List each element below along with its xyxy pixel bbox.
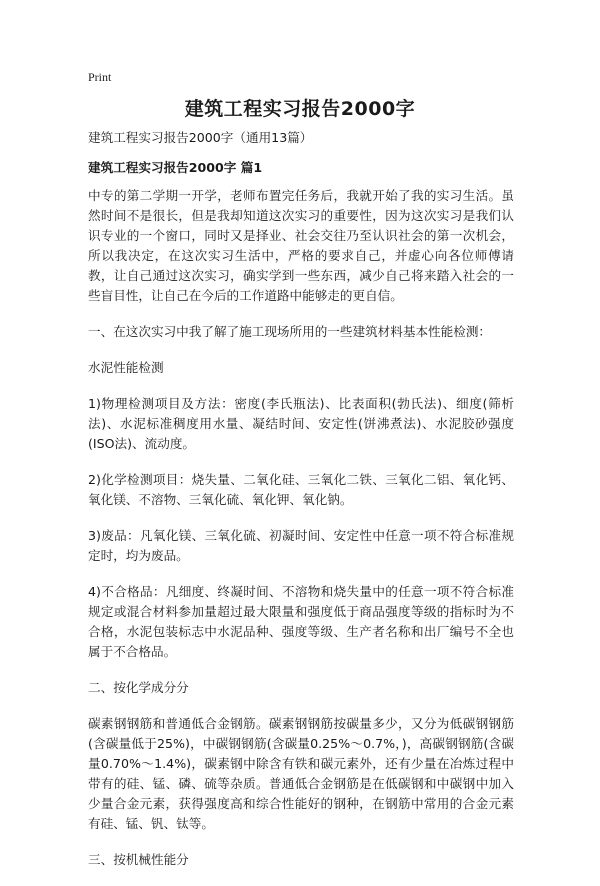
paragraph-item-1: 1)物理检测项目及方法：密度(李氏瓶法)、比表面积(勃氏法)、细度(筛析法)、水泥标准稠度用水量、凝结时间、安定性(饼沸煮法)、水泥胶砂强度(ISO法)、流动度。 [88, 396, 514, 451]
document-subtitle: 建筑工程实习报告2000字（通用13篇） [88, 130, 313, 145]
paragraph-heading-3: 三、按机械性能分 [88, 852, 189, 867]
paragraph-heading-2: 二、按化学成分分 [88, 680, 189, 695]
paragraph-item-2: 2)化学检测项目：烧失量、二氧化硅、三氧化二铁、三氧化二铝、氧化钙、氧化镁、不溶物、三氧化硫、氧化钾、氧化钠。 [88, 472, 514, 507]
paragraph-steel: 碳素钢钢筋和普通低合金钢筋。碳素钢钢筋按碳量多少，又分为低碳钢钢筋(含碳量低于25%)，中碳钢钢筋(含碳量0.25%～0.7%，)，高碳钢钢筋(含碳量0.70%～1.4%)，碳素钢中除含有铁和碳元素外，还有少量在冶炼过程中带有的硅、锰、磷、硫等杂质。普通低合金钢筋是在低碳钢和中碳钢中加入少量合金元素，获得强度高和综合性能好的钢种，在钢筋中常用的合金元素有硅、锰、钒、钛等。 [88, 716, 514, 831]
paragraph-intro: 中专的第二学期一开学，老师布置完任务后，我就开始了我的实习生活。虽然时间不是很长，但是我却知道这次实习的重要性，因为这次实习是我们认识专业的一个窗口，同时又是择业、社会交往乃至认识社会的第一次机会，所以我决定，在这次实习生活中，严格的要求自己，并虚心向各位师傅请教，让自己通过这次实习，确实学到一些东西，减少自己将来踏入社会的一些盲目性，让自己在今后的工作道路中能够走的更自信。 [88, 188, 514, 303]
paragraph-item-4: 4)不合格品：凡细度、终凝时间、不溶物和烧失量中的任意一项不符合标准规定或混合材料参加量超过最大限量和强度低于商品强度等级的指标时为不合格，水泥包装标志中水泥品种、强度等级、生产者名称和出厂编号不全也属于不合格品。 [88, 584, 514, 659]
paragraph-item-3: 3)废品：凡氧化镁、三氧化硫、初凝时间、安定性中任意一项不符合标准规定时，均为废品。 [88, 528, 514, 563]
section-heading: 建筑工程实习报告2000字 篇1 [88, 160, 263, 175]
paragraph-heading-1: 一、在这次实习中我了解了施工现场所用的一些建筑材料基本性能检测： [88, 324, 491, 339]
document-body [88, 128, 514, 886]
print-link[interactable]: Print [88, 70, 112, 84]
paragraph-subheading-cement: 水泥性能检测 [88, 360, 164, 375]
document-title: 建筑工程实习报告2000字 [184, 98, 416, 120]
